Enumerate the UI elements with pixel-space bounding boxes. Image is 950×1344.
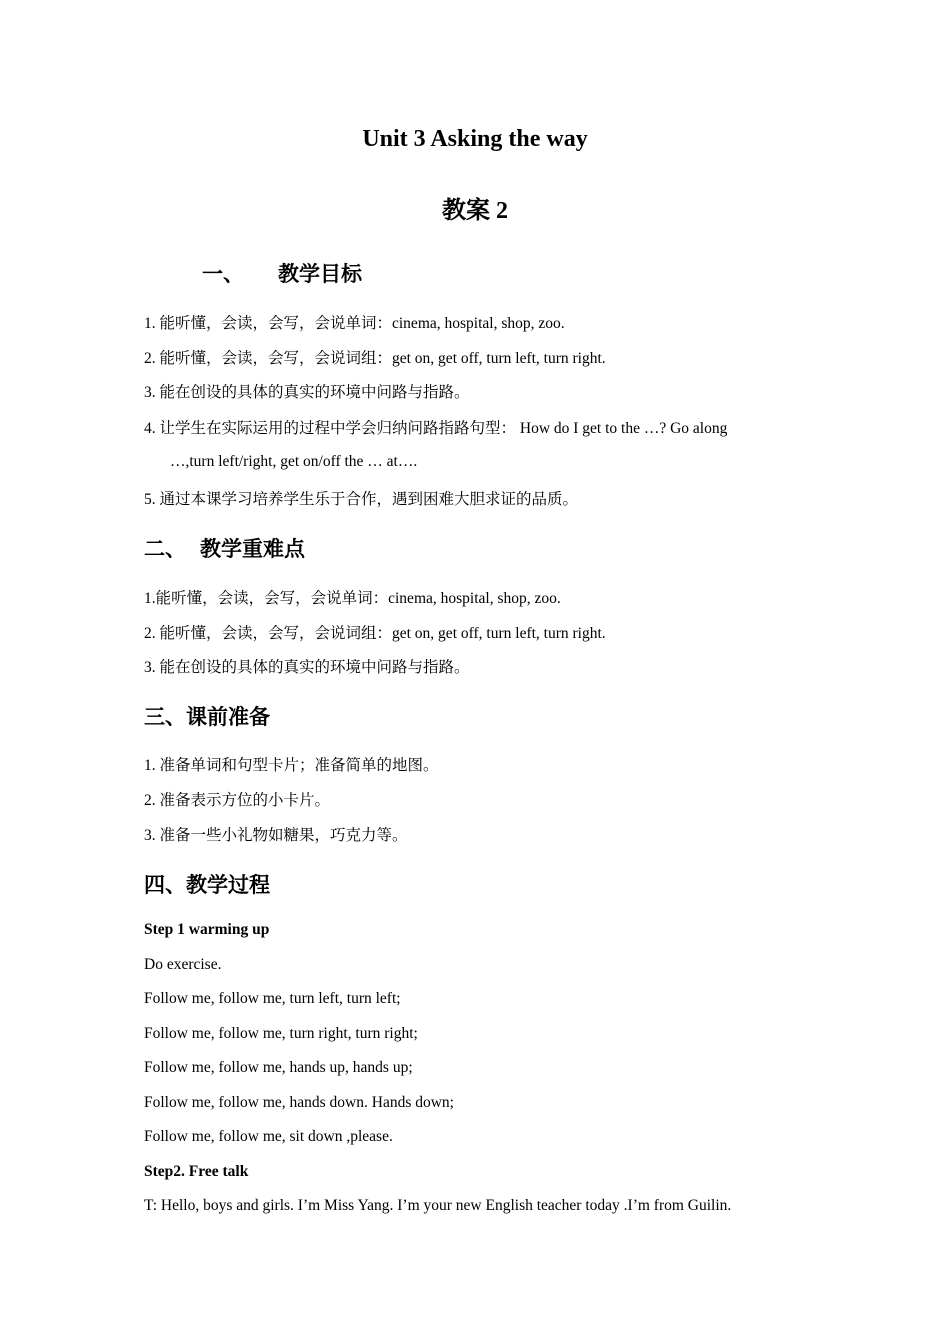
section-3-heading: 三、课前准备 [144,705,270,729]
section-2-number: 二、 [144,537,186,561]
procedure-line: Follow me, follow me, turn left, turn left; [144,990,401,1007]
key-point-item: 1.能听懂，会读，会写，会说单词：cinema, hospital, shop, zoo. [144,590,561,607]
objective-item: 5. 通过本课学习培养学生乐于合作，遇到困难大胆求证的品质。 [144,491,579,508]
objective-item: 4. 让学生在实际运用的过程中学会归纳问路指路句型： How do I get to the …? Go along [144,420,728,437]
section-1-number: 一、 [202,262,244,286]
section-1-heading: 教学目标 [278,262,362,286]
procedure-line: Follow me, follow me, sit down ,please. [144,1128,393,1145]
step-1-heading: Step 1 warming up [144,921,270,938]
step-2-heading: Step2. Free talk [144,1163,249,1180]
procedure-line: Follow me, follow me, turn right, turn right; [144,1025,418,1042]
key-point-item: 3. 能在创设的具体的真实的环境中问路与指路。 [144,659,470,676]
procedure-line: Follow me, follow me, hands down. Hands down; [144,1094,454,1111]
objective-item: 1. 能听懂，会读，会写，会说单词：cinema, hospital, shop, zoo. [144,315,565,332]
document-title: Unit 3 Asking the way [362,126,588,152]
objective-item-continuation: …,turn left/right, get on/off the … at…. [170,453,418,470]
objective-item: 2. 能听懂，会读，会写，会说词组：get on, get off, turn left, turn right. [144,350,606,367]
key-point-item: 2. 能听懂，会读，会写，会说词组：get on, get off, turn left, turn right. [144,625,606,642]
free-talk-line: T: Hello, boys and girls. I’m Miss Yang. I’m your new English teacher today .I’m from Guilin. [144,1197,732,1214]
preparation-item: 2. 准备表示方位的小卡片。 [144,792,331,809]
document-subtitle: 教案 2 [442,198,508,224]
procedure-line: Do exercise. [144,956,222,973]
preparation-item: 3. 准备一些小礼物如糖果，巧克力等。 [144,827,408,844]
preparation-item: 1. 准备单词和句型卡片；准备简单的地图。 [144,757,439,774]
section-2-heading: 教学重难点 [200,537,305,561]
objective-item: 3. 能在创设的具体的真实的环境中问路与指路。 [144,384,470,401]
section-4-heading: 四、教学过程 [144,873,270,897]
procedure-line: Follow me, follow me, hands up, hands up; [144,1059,413,1076]
